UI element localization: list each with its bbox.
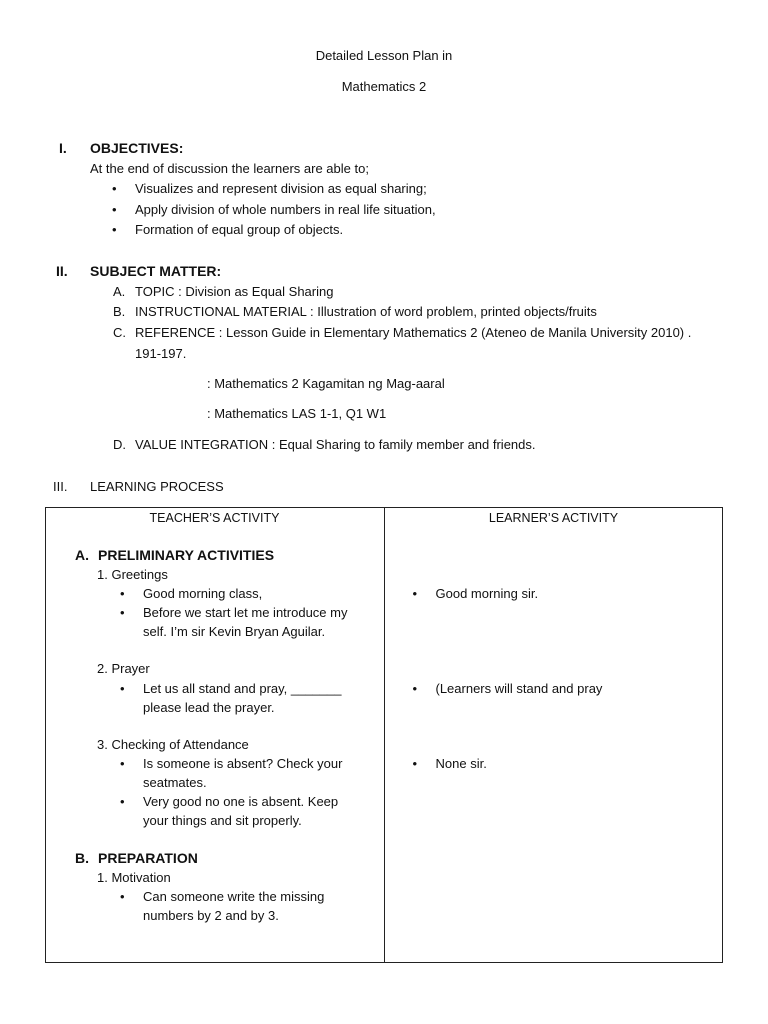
subject-item-topic: TOPIC : Division as Equal Sharing xyxy=(135,284,334,299)
objectives-numeral: I. xyxy=(59,140,67,156)
section-a-letter: A. xyxy=(75,547,89,563)
greetings-item: • Before we start let me introduce my xyxy=(143,605,347,620)
objective-item: • Apply division of whole numbers in real life situation, xyxy=(135,202,436,217)
learner-activity-cell xyxy=(384,508,723,963)
learning-process-numeral: III. xyxy=(53,479,68,494)
section-b-letter: B. xyxy=(75,850,89,866)
attendance-label: 3. Checking of Attendance xyxy=(97,737,249,752)
extra-reference: : Mathematics LAS 1-1, Q1 W1 xyxy=(207,406,387,421)
subject-matter-numeral: II. xyxy=(56,263,68,279)
learner-response: • Good morning sir. xyxy=(436,586,539,601)
teacher-activity-cell xyxy=(46,508,385,963)
learner-response: • None sir. xyxy=(436,756,487,771)
learner-activity-header: LEARNER’S ACTIVITY xyxy=(488,511,619,525)
attendance-item-cont: your things and sit properly. xyxy=(143,813,302,828)
subject-item-material: INSTRUCTIONAL MATERIAL : Illustration of word problem, printed objects/fruits xyxy=(135,304,597,319)
subject-matter-heading: SUBJECT MATTER: xyxy=(90,263,222,279)
learner-response: • (Learners will stand and pray xyxy=(436,681,603,696)
section-b-title: PREPARATION xyxy=(98,850,198,866)
objectives-intro: At the end of discussion the learners are able to; xyxy=(90,161,369,176)
prayer-label: 2. Prayer xyxy=(97,661,150,676)
document-title: Detailed Lesson Plan in xyxy=(315,48,453,63)
section-a-title: PRELIMINARY ACTIVITIES xyxy=(98,547,275,563)
learning-process-heading: LEARNING PROCESS xyxy=(90,479,224,494)
objectives-heading: OBJECTIVES: xyxy=(90,140,184,156)
prayer-item-cont: please lead the prayer. xyxy=(143,700,275,715)
motivation-item-cont: numbers by 2 and by 3. xyxy=(143,908,279,923)
activity-table xyxy=(45,507,723,963)
objective-item: • Visualizes and represent division as equal sharing; xyxy=(135,181,427,196)
subject-item-value: VALUE INTEGRATION : Equal Sharing to family member and friends. xyxy=(135,437,536,452)
subject-item-letter: D. xyxy=(113,437,126,452)
subject-item-letter: B. xyxy=(113,304,126,319)
greetings-label: 1. Greetings xyxy=(97,567,168,582)
subject-item-reference-pages: 191-197. xyxy=(135,346,187,361)
greetings-item-cont: self. I’m sir Kevin Bryan Aguilar. xyxy=(143,624,326,639)
attendance-item: • Very good no one is absent. Keep xyxy=(143,794,338,809)
subject-item-letter: A. xyxy=(113,284,126,299)
subject-item-reference: REFERENCE : Lesson Guide in Elementary Mathematics 2 (Ateneo de Manila University 2010) . xyxy=(135,325,692,340)
greetings-item: • Good morning class, xyxy=(143,586,262,601)
objective-item: • Formation of equal group of objects. xyxy=(135,222,343,237)
teacher-activity-header: TEACHER’S ACTIVITY xyxy=(149,511,280,525)
attendance-item-cont: seatmates. xyxy=(143,775,207,790)
prayer-item: • Let us all stand and pray, _______ xyxy=(143,681,342,696)
document-subtitle: Mathematics 2 xyxy=(341,79,427,94)
motivation-label: 1. Motivation xyxy=(97,870,171,885)
motivation-item: • Can someone write the missing xyxy=(143,889,324,904)
subject-item-letter: C. xyxy=(113,325,126,340)
extra-reference: : Mathematics 2 Kagamitan ng Mag-aaral xyxy=(207,376,445,391)
attendance-item: • Is someone is absent? Check your xyxy=(143,756,342,771)
